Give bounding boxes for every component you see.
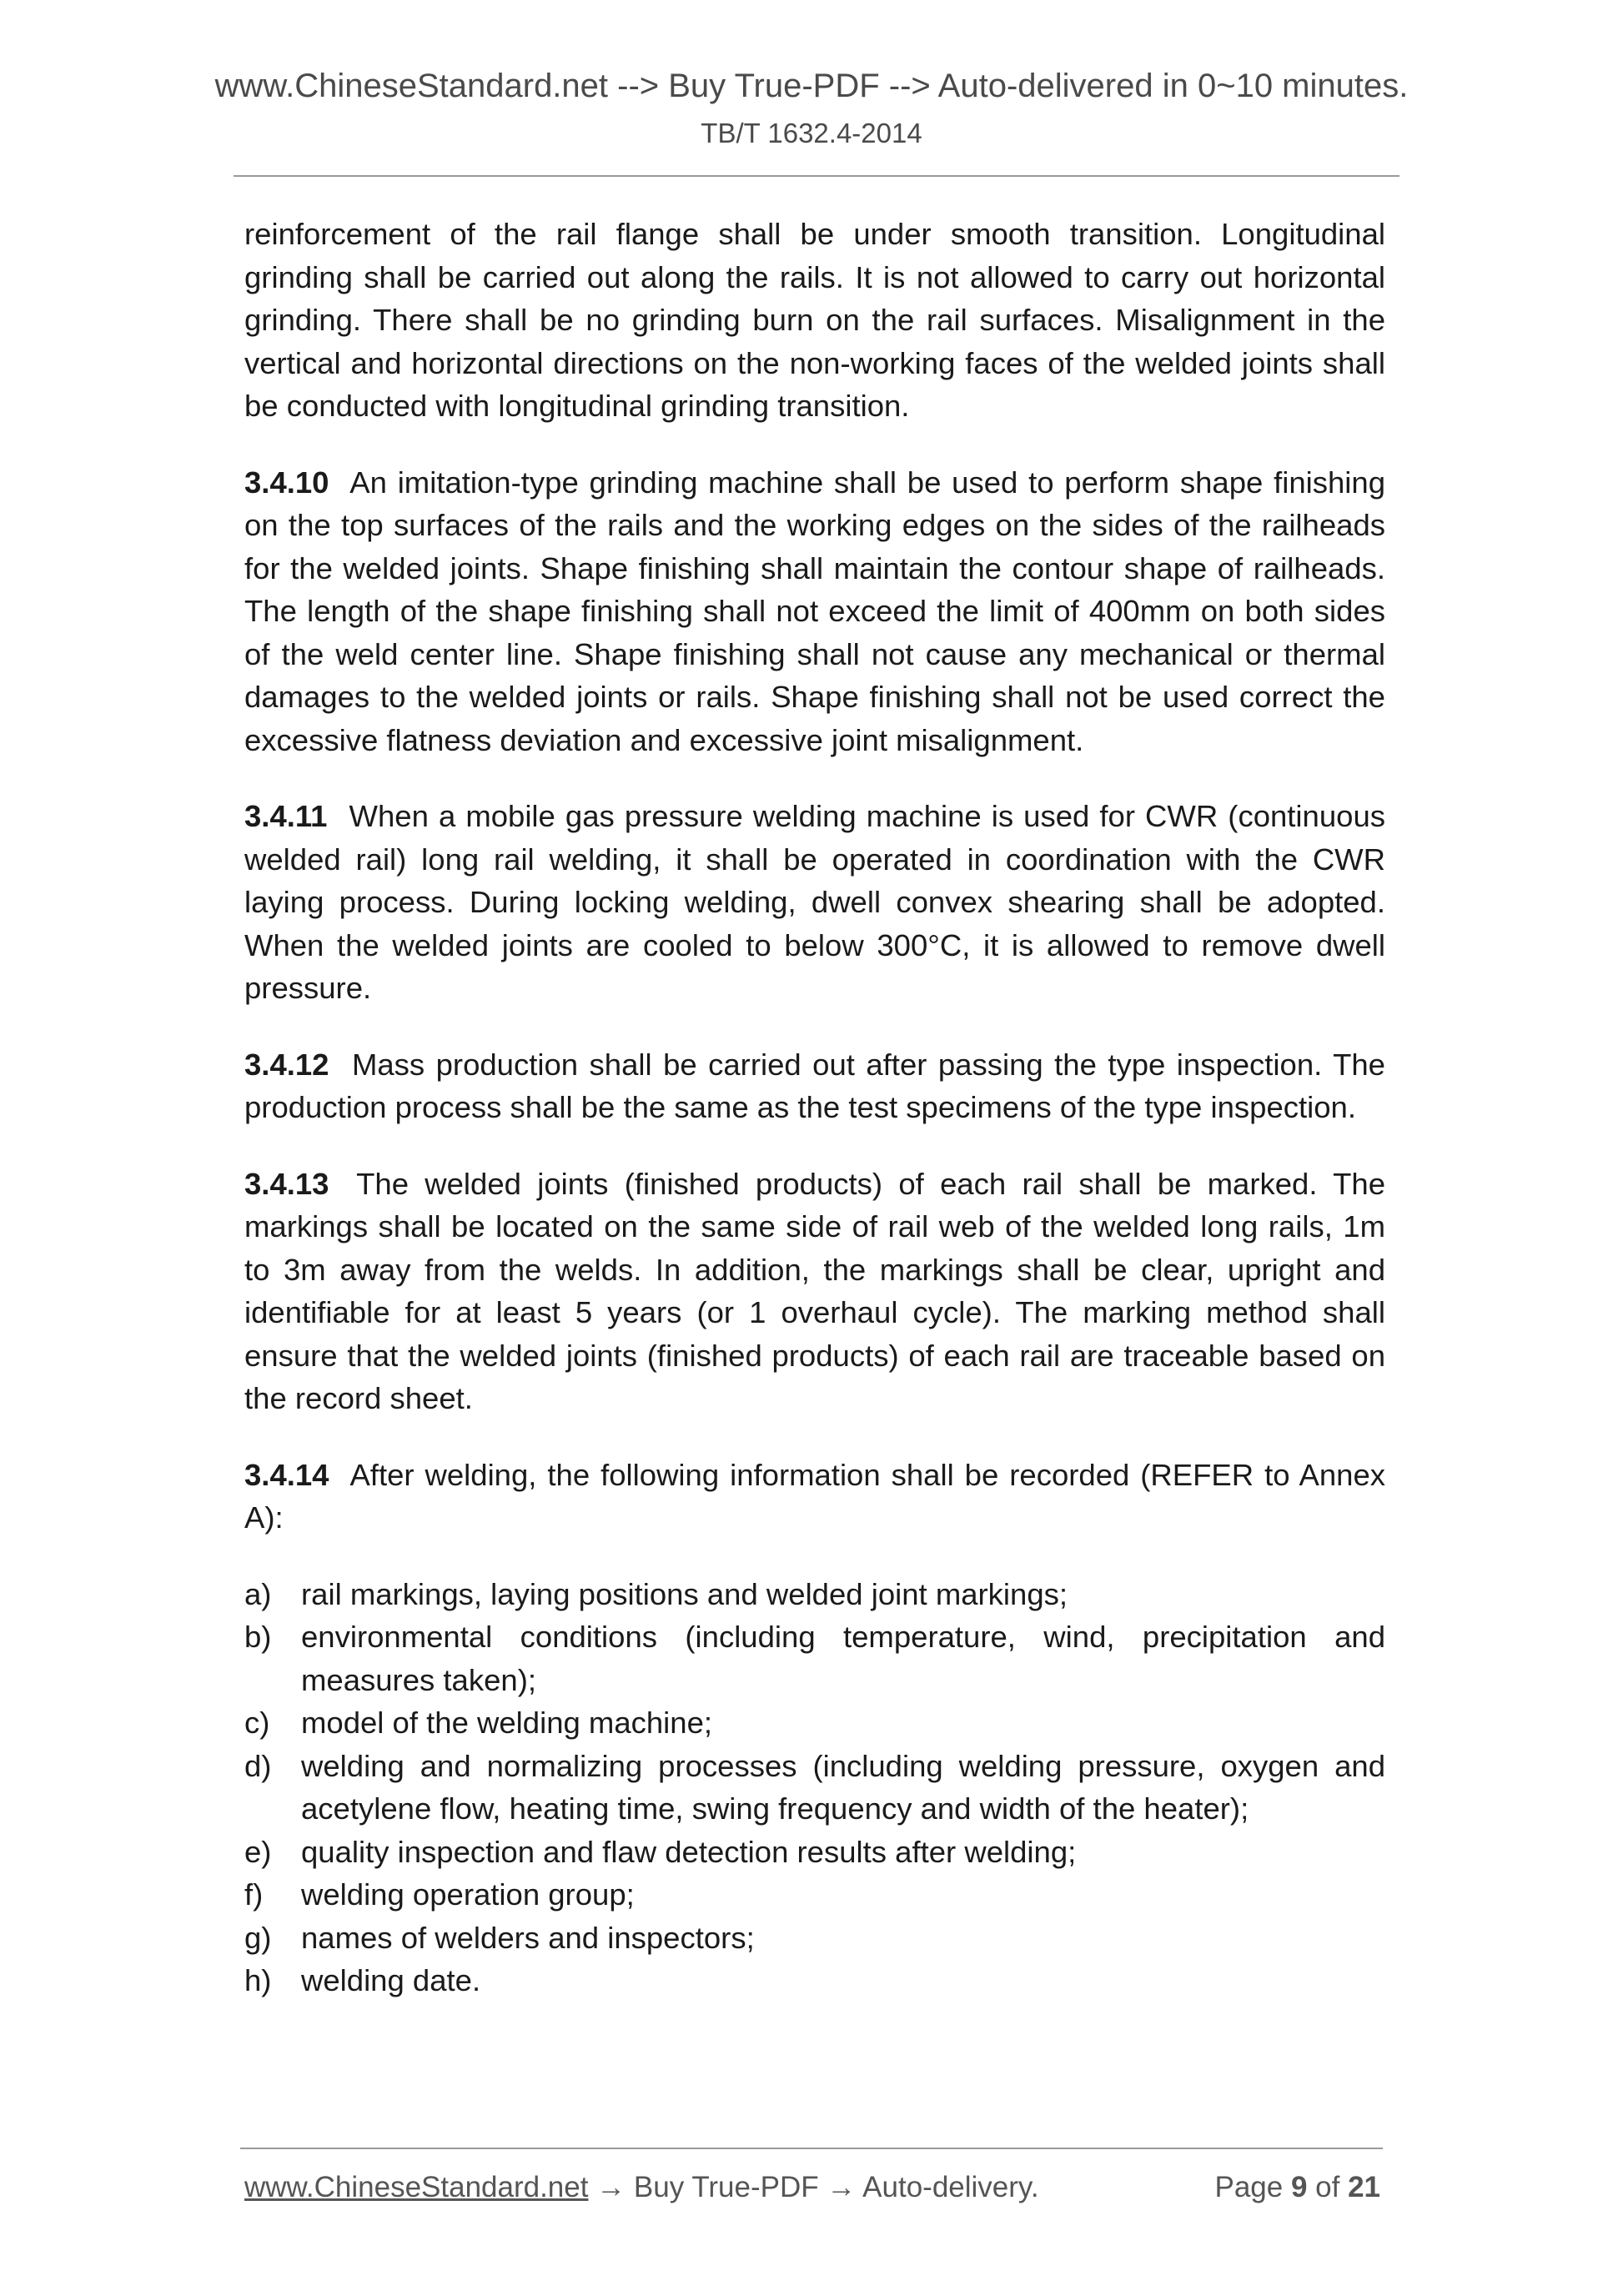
clause-text: When a mobile gas pressure welding machine is used for CWR (continuous welded rail) long rail welding, it shall be operated in coordination with the CWR laying process. During locking welding, dwell convex shearing shall be adopted. When the welded joints are cooled to below 300°C, it is allowed to remove dwell pressure. (244, 799, 1385, 1005)
list-marker: g) (244, 1920, 272, 1955)
record-items-list (244, 1573, 1385, 2002)
list-marker: e) (244, 1834, 272, 1869)
clause-number: 3.4.12 (244, 1047, 329, 1082)
clause-3-4-11 (244, 795, 1385, 1010)
list-marker: a) (244, 1576, 272, 1611)
clause-3-4-14 (244, 1454, 1385, 1540)
paragraph (244, 213, 1385, 428)
page-word: Page (1214, 2171, 1291, 2203)
clause-3-4-12 (244, 1043, 1385, 1129)
list-item-text: environmental conditions (including temperature, wind, precipitation and measures taken); (301, 1620, 1385, 1697)
clause-number: 3.4.13 (244, 1166, 329, 1201)
clause-number: 3.4.10 (244, 465, 329, 500)
list-marker: c) (244, 1706, 270, 1740)
list-marker: d) (244, 1748, 272, 1783)
list-item-text: model of the welding machine; (301, 1706, 713, 1740)
list-item-text: welding date. (301, 1963, 481, 1997)
clause-text: After welding, the following information shall be recorded (REFER to Annex A): (244, 1457, 1385, 1535)
document-body (244, 213, 1385, 2002)
list-item-text: welding and normalizing processes (including welding pressure, oxygen and acetylene flow, heating time, swing frequency and width of the heater); (301, 1748, 1385, 1826)
header-divider (234, 175, 1399, 177)
list-item (244, 1573, 1385, 1616)
standard-code: TB/T 1632.4-2014 (701, 118, 922, 148)
page-footer (244, 2167, 1380, 2208)
list-item (244, 1917, 1385, 1960)
list-item (244, 1615, 1385, 1701)
list-item (244, 1745, 1385, 1831)
list-item (244, 1831, 1385, 1874)
clause-number: 3.4.14 (244, 1457, 329, 1492)
clause-number: 3.4.11 (244, 799, 328, 833)
list-marker: f) (244, 1877, 264, 1912)
list-item (244, 1873, 1385, 1917)
page-current: 9 (1290, 2171, 1308, 2203)
list-marker: b) (244, 1620, 272, 1654)
paragraph-text: reinforcement of the rail flange shall be under smooth transition. Longitudinal grinding shall be carried out along the rails. It is not allowed to carry out horizontal grinding. There shall be no grinding burn on the rail surfaces. Misalignment in the vertical and horizontal directions on the non-working faces of the welded joints shall be conducted with longitudinal grinding transition. (244, 217, 1385, 423)
page-total: 21 (1348, 2171, 1380, 2203)
clause-text: An imitation-type grinding machine shall be used to perform shape finishing on the top surfaces of the rails and the working edges on the sides of the railheads for the welded joints. Shape finishing shall maintain the contour shape of railheads. The length of the shape finishing shall not exceed the limit of 400mm on both sides of the weld center line. Shape finishing shall not cause any mechanical or thermal damages to the welded joints or rails. Shape finishing shall not be used correct the excessive flatness deviation and excessive joint misalignment. (244, 465, 1385, 757)
page-of: of (1307, 2171, 1349, 2203)
clause-text: Mass production shall be carried out after passing the type inspection. The production process shall be the same as the test specimens of the type inspection. (244, 1047, 1385, 1124)
clause-3-4-10 (244, 461, 1385, 762)
list-item (244, 1701, 1385, 1745)
list-item (244, 1959, 1385, 2002)
list-item-text: rail markings, laying positions and welded joint markings; (301, 1576, 1068, 1611)
page-header (0, 65, 1623, 150)
footer-tagline: → Buy True-PDF → Auto-delivery. (588, 2171, 1039, 2203)
page-number (1214, 2167, 1380, 2208)
header-banner: www.ChineseStandard.net --> Buy True-PDF --> Auto-delivered in 0~10 minutes. (214, 68, 1409, 104)
list-item-text: names of welders and inspectors; (301, 1920, 755, 1955)
list-marker: h) (244, 1963, 272, 1997)
clause-3-4-13 (244, 1163, 1385, 1420)
list-item-text: quality inspection and flaw detection results after welding; (301, 1834, 1077, 1869)
list-item-text: welding operation group; (301, 1877, 635, 1912)
footer-divider (240, 2148, 1383, 2149)
site-link[interactable]: www.ChineseStandard.net (244, 2171, 589, 2203)
footer-left (244, 2167, 1039, 2208)
clause-text: The welded joints (finished products) of each rail shall be marked. The markings shall be located on the same side of rail web of the welded long rails, 1m to 3m away from the welds. In addition, the markings shall be clear, upright and identifiable for at least 5 years (or 1 overhaul cycle). The marking method shall ensure that the welded joints (finished products) of each rail are traceable based on the record sheet. (244, 1166, 1385, 1415)
